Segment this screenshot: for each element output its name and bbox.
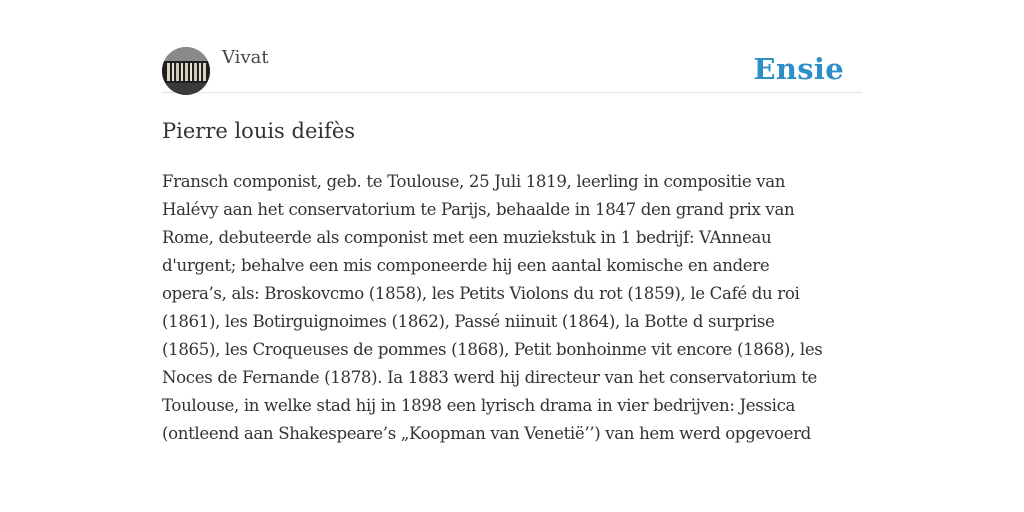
body-line: (1865), les Croqueuses de pommes (1868), Petit bonhoinme vit encore (1868), les: [162, 340, 823, 359]
entry-header: [162, 0, 862, 93]
body-line: Halévy aan het conservatorium te Parijs, behaalde in 1847 den grand prix van: [162, 200, 795, 219]
body-line: Fransch componist, geb. te Toulouse, 25 Juli 1819, leerling in compositie van: [162, 172, 786, 191]
book-spines-avatar-icon[interactable]: [162, 47, 210, 95]
entry-body: [162, 168, 862, 448]
body-line: (1861), les Botirguignoimes (1862), Passé niinuit (1864), la Botte d surprise: [162, 312, 775, 331]
body-line: Noces de Fernande (1878). Ia 1883 werd hij directeur van het conservatorium te: [162, 368, 818, 387]
brand-logo[interactable]: Ensie: [753, 52, 844, 86]
source-name[interactable]: Vivat: [222, 47, 269, 68]
body-line: opera’s, als: Broskovcmo (1858), les Petits Violons du rot (1859), le Café du roi: [162, 284, 800, 303]
body-line: d'urgent; behalve een mis componeerde hij een aantal komische en andere: [162, 256, 770, 275]
body-line: (ontleend aan Shakespeare’s „Koopman van Venetië’’) van hem werd opgevoerd: [162, 424, 811, 443]
entry-title: Pierre louis deifès: [162, 119, 356, 143]
body-line: Toulouse, in welke stad hij in 1898 een lyrisch drama in vier bedrijven: Jessica: [162, 396, 796, 415]
body-line: Rome, debuteerde als componist met een muziekstuk in 1 bedrijf: VAnneau: [162, 228, 772, 247]
entry-card: [162, 0, 862, 512]
